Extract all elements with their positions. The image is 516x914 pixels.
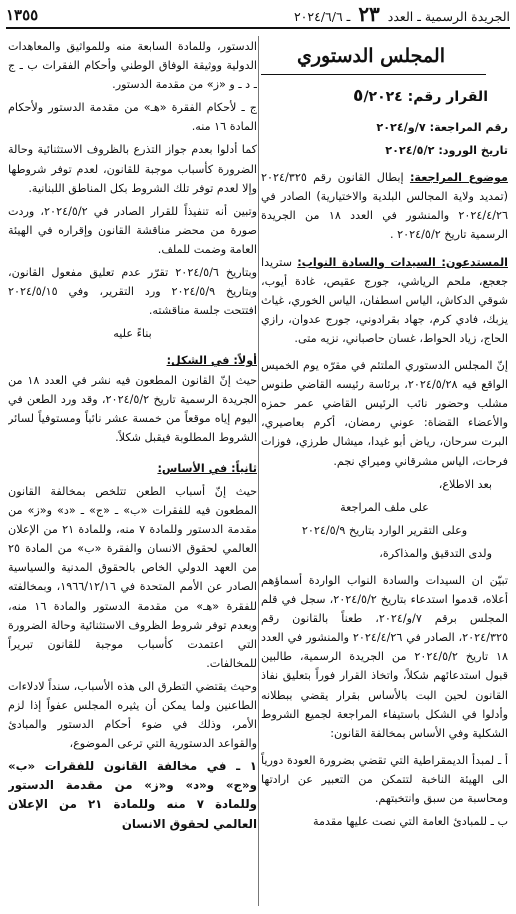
right-column (261, 37, 508, 907)
header-publication (293, 2, 510, 27)
page-number: ١٣٥٥ (6, 6, 39, 25)
left-column (8, 37, 257, 907)
council-title: المجلس الدستوري (261, 41, 486, 75)
review-value: ٧/و/٢٠٢٤ (376, 121, 430, 134)
suspension-paragraph: وبتاريخ ٢٠٢٤/٥/٦ تقرّر عدم تعليق مفعول القانون، وبتاريخ ٢٠٢٤/٥/٩ ورد التقرير، وفي ٢٠٢٤/٥/١٥ افتتحت جلسة مناقشته. (8, 266, 257, 318)
received-date (261, 141, 508, 160)
section-merits-heading: ثانياً: في الأساس: (157, 461, 257, 475)
point-c: ج ـ لأحكام الفقرة «هـ» من مقدمة الدستور ولأحكام المادة ١٦ منه. (8, 101, 257, 134)
received-label: تاريخ الورود: (438, 144, 508, 158)
subject-paragraph (261, 168, 508, 244)
on-file: على ملف المراجعة (340, 500, 429, 514)
petitioners-text: ستريدا جعجع، ملحم الرياشي، جورج عقيص، غادة أيوب، شوقي الدكاش، الياس اسطفان، الياس الخوري، غياث يزبك، فادي كرم، جهاد بقرادوني، جورج عدوان، رازي الحاج، زياد الحواط، غسان حاصباني، نزيه متى. (261, 255, 508, 345)
review-label: رقم المراجعة: (429, 121, 508, 134)
exceptional-circumstances: كما أدلوا بعدم جواز التذرع بالظروف الاستثنائية وحالة الضرورة كأسباب موجبة للقانون، لعدم توفر شروطها وإلا لعدم توفر تلك الشروط بكل المناطق اللبنانية. (8, 143, 257, 195)
review-number (261, 118, 508, 137)
merits-paragraph: حيث إنّ أسباب الطعن تتلخص بمخالفة القانون المطعون فيه للفقرات «ب» ـ «ج» ـ «د» و«ز» من مقدمة الدستور وللمادة ٧ منه، وللمادة ٢١ من الإعلان العالمي لحقوق الانسان والفقرة «ب» من المادة ٢٥ من العهد الدولي الخاص بالحقوق المدنية والسياسية الصادر عن الأمم المتحدة في ١٩٦٦/١٢/١٦، وبمخالفته للفقرة «هـ» من مقدمة الدستور والمادة ١٦ منه، وبعدم توفر شروط الظروف الاستثنائية وحالة الضرورة التي اعتمدت كأسباب موجبة للقانون تبريراً للمخالفات. (8, 484, 257, 670)
column-divider (258, 36, 259, 906)
decision-year: /٢٠٢٤ (363, 89, 403, 105)
received-value: ٢٠٢٤/٥/٢ (385, 144, 439, 158)
final-heading: ١ ـ في مخالفة القانون للفقرات «ب» و«ج» و«د» و«ز» من مقدمة الدستور وللمادة ٧ منه وللمادة ٢١ من الإعلان العالمي لحقوق الانسان (8, 759, 257, 831)
point-a: أ ـ لمبدأ الديمقراطية التي تقضي بضرورة العودة دورياً الى الهيئة الناخبة لتتمكن من التعبير عن ارادتها ومحاسبة من سبق وانتخبتهم. (261, 753, 508, 805)
subject-text: إبطال القانون رقم ٢٠٢٤/٣٢٥ (تمديد ولاية المجالس البلدية والاختيارية) الصادر في ٢٠٢٤/٤/٢٦ والمنشور في العدد ١٨ من الجريدة الرسمية تاريخ ٢٠٢٤/٥/٢ . (261, 171, 508, 242)
page-header (6, 2, 510, 29)
decision-number (261, 83, 508, 110)
issue-date: ـ ٢٠٢٤/٦/٦ (293, 9, 351, 25)
council-session: إنّ المجلس الدستوري الملتئم في مقرّه يوم الخميس الواقع فيه ٢٠٢٤/٥/٢٨، برئاسة رئيسه القاضي طنوس مشلب وحضور نائب الرئيس القاضي عمر حمزه والأعضاء القضاة: عوني رمضان، أكرم بعاصيري، البرت سرحان، رياض أبو غيدا، ميشال طرزي، فوزات فرحات، الياس مشرقاني وميراي نجم. (261, 359, 508, 468)
subject-label: موضوع المراجعة: (409, 171, 508, 185)
decision-num: ٥ (353, 86, 364, 106)
petitioners-paragraph (261, 253, 508, 348)
promulgation-paragraph: وتبين أنه تنفيذاً للقرار الصادر في ٢٠٢٤/٥/٢، وردت صورة من محضر مناقشة القانون وإقراره في الهيئة العامة وضمت للملف. (8, 204, 257, 256)
petition-summary: تبيّن ان السيدات والسادة النواب الواردة أسماؤهم أعلاه، قدموا استدعاء بتاريخ ٢٠٢٤/٥/٢، سجل في قلم المجلس برقم ٧/و/٢٠٢٤، طعناً بالقانون رقم ٢٠٢٤/٣٢٥، الصادر في ٢٠٢٤/٤/٢٦ والمنشور في العدد ١٨ تاريخ ٢٠٢٤/٥/٢ من الجريدة الرسمية، طالبين قبول استدعائهم شكلاً، واتخاذ القرار فوراً بتعليق نفاذ القانون لحين البت بالأساس بقرار يقضي ببطلانه وأدلوا في الشكل باستيفاء المراجعة لجميع الشروط الشكلية وفي الأساس بمخالفة القانون: (261, 573, 508, 740)
decision-label: القرار رقم: (407, 89, 488, 105)
point-b: ب ـ للمبادئ العامة التي نصت عليها مقدمة (313, 815, 508, 829)
on-report: وعلى التقرير الوارد بتاريخ ٢٠٢٤/٥/٩ (301, 523, 468, 537)
petitioners-names-label: السيدات والسادة النواب: (297, 255, 442, 269)
publication-name: الجريدة الرسمية ـ العدد (387, 9, 510, 25)
accordingly: بناءً عليه (113, 327, 152, 341)
after-review: بعد الاطلاع، (438, 477, 492, 491)
approach-paragraph: وحيث يقتضي التطرق الى هذه الأسباب، سنداً لادلاءات الطاعنين ولما يمكن أن يثيره المجلس عفواً إذا لزم الأمر، وذلك في ضوء أحكام الدستور والمبادئ والقواعد الدستورية التي ترعى الموضوع، (8, 679, 257, 751)
form-paragraph: حيث إنّ القانون المطعون فيه نشر في العدد ١٨ من الجريدة الرسمية تاريخ ٢٠٢٤/٥/٢، وقد ورد الطعن في اليوم إياه موقعاً من خمسة عشر نائباً ومستوفياً لسائر الشروط المطلوبة فيقبل شكلاً. (8, 373, 257, 444)
petitioners-label: المستدعون: (441, 255, 508, 269)
issue-number: ٢٣ (358, 2, 380, 27)
after-deliberation: ولدى التدقيق والمذاكرة، (379, 546, 492, 560)
section-form-heading: أولاً: في الشكل: (166, 354, 257, 368)
point-b-continued: الدستور، وللمادة السابعة منه وللمواثيق والمعاهدات الدولية ووثيقة الوفاق الوطني وأحكام الفقرات ب ـ ج ـ د ـ و «ز» من مقدمة الدستور. (8, 40, 257, 92)
